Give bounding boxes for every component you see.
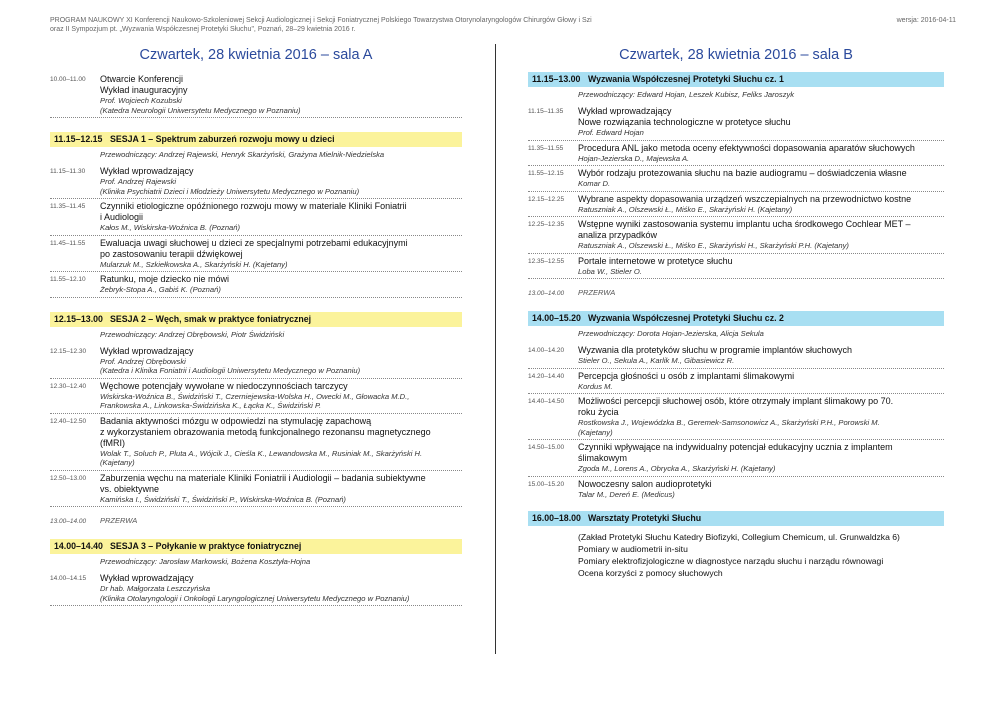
session-chairs: Przewodniczący: Andrzej Rajewski, Henryk Skarżyński, Grażyna Mielnik-Niedzielska	[100, 150, 385, 159]
entry-title: Percepcja głośności u osób z implantami ślimakowymi	[578, 370, 795, 381]
entry-speaker: Prof. Andrzej Obrębowski	[100, 356, 186, 366]
entry-time: 12.15–12.25	[528, 195, 565, 203]
entry-title: z wykorzystaniem obrazowania metodą funkcjonalnego rezonansu magnetycznego	[100, 426, 431, 437]
entry-title: Ratunku, moje dziecko nie mówi	[100, 274, 230, 284]
entry-authors: Ratuszniak A., Olszewski Ł., Miśko E., Skarżyński H. (Kajetany)	[578, 204, 793, 214]
program-entry	[50, 199, 462, 236]
entry-time: 14.00–14.15	[50, 575, 87, 582]
entry-time: 11.45–11.55	[50, 239, 86, 247]
program-entry	[528, 440, 944, 477]
entry-time: 14.20–14.40	[528, 372, 565, 380]
entry-time: 12.40–12.50	[50, 417, 87, 425]
entry-title: po zastosowaniu terapii dźwiękowej	[100, 248, 243, 259]
session-header	[528, 72, 944, 87]
entry-affiliation: (Katedra i Klinika Foniatrii i Audiologii Uniwersytetu Medycznego w Poznaniu)	[100, 366, 361, 375]
session-chairs: Przewodniczący: Jarosław Markowski, Bożena Kosztyła-Hojna	[100, 557, 311, 566]
program-entry	[50, 164, 462, 199]
session-chairs: Przewodniczący: Dorota Hojan-Jezierska, Alicja Sekula	[578, 329, 764, 338]
entry-title: Czynniki wpływające na indywidualny potencjał edukacyjny ucznia z implantem	[578, 442, 893, 452]
entry-time: 11.15–11.35	[528, 108, 564, 115]
entry-authors: Talar M., Dereń E. (Medicus)	[578, 489, 675, 499]
session-header	[528, 311, 944, 326]
header-line-2: oraz II Sympozjum pt. „Wyzwania Współczesnej Protetyki Słuchu", Poznań, 28–29 kwietnia 2016 r.	[50, 26, 356, 33]
entry-title: Wyzwania dla protetyków słuchu w programie implantów słuchowych	[578, 345, 853, 355]
entry-time: 14.00–14.20	[528, 347, 565, 354]
entry-speaker: Prof. Andrzej Rajewski	[100, 177, 177, 186]
entry-title: Wybór rodzaju protezowania słuchu na bazie audiogramu – doświadczenia własne	[578, 168, 907, 178]
session-time: 11.15–12.15	[54, 134, 103, 144]
program-entry	[528, 166, 944, 192]
entry-authors: Mularzuk M., Szkiełkowska A., Skarżyński H. (Kajetany)	[100, 259, 288, 269]
session-time: 11.15–13.00	[532, 74, 581, 84]
workshop-location: (Zakład Protetyki Słuchu Katedry Biofizyki, Collegium Chemicum, ul. Grunwaldzka 6)	[578, 532, 900, 542]
break-row	[528, 279, 944, 297]
program-entry	[50, 272, 462, 298]
entry-title: ślimakowym	[578, 453, 628, 463]
entry-title: Wstępne wyniki zastosowania systemu implantu ucha środkowego Cochlear MET –	[578, 219, 911, 229]
day-title-sala-a: Czwartek, 28 kwietnia 2016 – sala A	[139, 47, 373, 63]
session-header	[528, 511, 944, 526]
entry-affiliation: (Klinika Psychiatrii Dzieci i Młodzieży Uniwersytetu Medycznego w Poznaniu)	[100, 186, 360, 196]
session-title: SESJA 1 – Spektrum zaburzeń rozwoju mowy u dzieci	[110, 134, 335, 144]
entry-affiliation: (Katedra Neurologii Uniwersytetu Medycznego w Poznaniu)	[100, 105, 301, 115]
entry-title: Nowe rozwiązania technologiczne w protetyce słuchu	[578, 117, 791, 127]
entry-authors: Kordus M.	[578, 381, 613, 391]
entry-title: vs. obiektywne	[100, 483, 160, 494]
entry-authors: Kałos M., Wiskirska-Woźnica B. (Poznań)	[100, 223, 241, 232]
entry-speaker: Prof. Wojciech Kozubski	[100, 96, 182, 105]
entry-title: Wykład wprowadzający	[578, 106, 672, 116]
entry-time: 11.35–11.55	[528, 144, 564, 152]
entry-authors: Hojan-Jezierska D., Majewska A.	[578, 153, 690, 163]
entry-title: Czynniki etiologiczne opóźnionego rozwoju mowy w materiale Kliniki Foniatrii	[100, 201, 407, 211]
entry-time: 15.00–15.20	[528, 480, 565, 488]
entry-authors: Ratuszniak A., Olszewski Ł., Miśko E., Skarżyński H., Skarżyński P.H. (Kajetany)	[578, 241, 849, 250]
program-entry	[50, 344, 462, 379]
entry-title: (fMRI)	[100, 437, 125, 448]
entry-authors: Rostkowska J., Wojewódzka B., Geremek-Samsonowicz A., Skarżyński P.H., Porowski M.	[578, 418, 880, 427]
entry-title: Wykład wprowadzający	[100, 573, 194, 583]
entry-authors: Kamińska I., Świdziński T., Świdziński P., Wiskirska-Woźnica B. (Poznań)	[100, 494, 346, 504]
session-title: Wyzwania Współczesnej Protetyki Słuchu cz. 2	[588, 313, 784, 323]
program-entry	[528, 477, 944, 502]
entry-authors: Komar D.	[578, 179, 611, 188]
session-title: SESJA 2 – Węch, smak w praktyce foniatrycznej	[110, 313, 312, 324]
entry-time: 11.55–12.15	[528, 170, 564, 177]
program-entry	[50, 236, 462, 273]
column-sala-b	[528, 44, 944, 579]
entry-title: Wykład wprowadzający	[100, 345, 194, 356]
document-header	[50, 16, 956, 34]
entry-time: 10.00–11.00	[50, 76, 86, 83]
entry-authors: Stieler O., Sekula A., Karlik M., Gibasiewicz R.	[578, 356, 735, 365]
entry-title: Możliwości percepcji słuchowej osób, które otrzymały implant ślimakowy po 70.	[578, 396, 894, 406]
break-row	[50, 507, 462, 525]
program-entry	[528, 343, 944, 369]
break-time: 13.00–14.00	[528, 290, 565, 297]
program-entry	[528, 254, 944, 280]
entry-time: 12.25–12.35	[528, 221, 565, 228]
session-title: Wyzwania Współczesnej Protetyki Słuchu cz. 1	[588, 74, 784, 84]
program-entry	[50, 379, 462, 414]
session-header	[50, 312, 462, 327]
entry-authors: Wiskirska-Woźnica B., Świdziński T., Czerniejewska-Wolska H., Owecki M., Głowacka M.D.,	[100, 391, 410, 401]
program-entry	[50, 414, 462, 471]
entry-authors: Frankowska A., Linkowska-Świdzińska K., Łącka K., Świdziński P.	[100, 401, 322, 410]
entry-speaker: Dr hab. Małgorzata Leszczyńska	[100, 584, 211, 593]
entry-authors: Żebryk-Stopa A., Gabiś K. (Poznań)	[100, 285, 221, 294]
entry-title: Węchowe potencjały wywołane w niedoczynnościach tarczycy	[100, 380, 348, 391]
program-entry	[528, 394, 944, 440]
entry-time: 11.35–11.45	[50, 203, 86, 210]
program-entry	[528, 192, 944, 218]
entry-title: Wybrane aspekty dopasowania urządzeń wszczepialnych na przewodnictwo kostne	[578, 193, 912, 204]
entry-title: Nowoczesny salon audioprotetyki	[578, 478, 712, 489]
entry-time: 11.55–12.10	[50, 276, 86, 283]
column-sala-a	[50, 44, 462, 606]
entry-speaker: Prof. Edward Hojan	[578, 128, 644, 137]
session-chairs: Przewodniczący: Andrzej Obrębowski, Piotr Świdziński	[100, 329, 285, 339]
session-time: 14.00–15.20	[532, 313, 581, 323]
program-entry	[528, 369, 944, 395]
workshop-item: Pomiary elektrofizjologiczne w diagnostyce narządu słuchu i narządu równowagi	[578, 556, 884, 566]
entry-time: 12.50–13.00	[50, 474, 87, 482]
entry-authors: Zgoda M., Lorens A., Obrycka A., Skarżyński H. (Kajetany)	[578, 464, 776, 473]
session-chairs: Przewodniczący: Edward Hojan, Leszek Kubisz, Feliks Jaroszyk	[578, 90, 795, 99]
entry-authors: (Kajetany)	[578, 427, 613, 437]
program-entry	[528, 217, 944, 254]
entry-title: i Audiologii	[100, 212, 144, 222]
entry-title: analiza przypadków	[578, 230, 658, 240]
entry-title: Wykład inauguracyjny	[100, 85, 188, 95]
program-entry	[528, 104, 944, 141]
program-entry	[50, 471, 462, 508]
day-title-sala-b: Czwartek, 28 kwietnia 2016 – sala B	[619, 47, 853, 63]
entry-time: 12.15–12.30	[50, 347, 87, 355]
entry-authors: Loba W., Stieler O.	[578, 266, 642, 276]
entry-authors: Wolak T., Soluch P., Pluta A., Wójcik J., Cieśla K., Lewandowska M., Rusiniak M., Skarżyński H.	[100, 448, 423, 458]
session-time: 12.15–13.00	[54, 313, 103, 324]
version-label: wersja: 2016-04-11	[896, 17, 956, 24]
entry-time: 11.15–11.30	[50, 168, 86, 175]
session-title: SESJA 3 – Połykanie w praktyce foniatrycznej	[110, 541, 302, 551]
entry-title: Procedura ANL jako metoda oceny efektywności dopasowania aparatów słuchowych	[578, 142, 915, 153]
entry-title: Badania aktywności mózgu w odpowiedzi na stymulację zapachową	[100, 415, 372, 426]
entry-title: roku życia	[578, 407, 619, 417]
entry-affiliation: (Klinika Otolaryngologii i Onkologii Laryngologicznej Uniwersytetu Medycznego w Poznaniu)	[100, 593, 410, 603]
entry-title: Ewaluacja uwagi słuchowej u dzieci ze specjalnymi potrzebami edukacyjnymi	[100, 237, 408, 248]
session-header	[50, 132, 462, 147]
session-header	[50, 539, 462, 554]
workshop-item: Ocena korzyści z pomocy słuchowych	[578, 568, 723, 578]
program-entry	[50, 72, 462, 118]
program-entry	[528, 141, 944, 167]
entry-authors: (Kajetany)	[100, 458, 135, 467]
entry-title: Otwarcie Konferencji	[100, 74, 184, 84]
break-label: PRZERWA	[100, 516, 138, 525]
program-entry	[50, 571, 462, 606]
entry-title: Portale internetowe w protetyce słuchu	[578, 255, 733, 266]
entry-title: Zaburzenia węchu na materiale Kliniki Foniatrii i Audiologii – badania subiektywne	[100, 472, 426, 483]
workshop-item: Pomiary w audiometrii in-situ	[578, 544, 688, 554]
column-divider	[495, 44, 496, 654]
entry-time: 14.50–15.00	[528, 444, 565, 451]
break-time: 13.00–14.00	[50, 518, 87, 525]
entry-time: 12.30–12.40	[50, 382, 87, 390]
session-time: 16.00–18.00	[532, 513, 581, 523]
session-title: Warsztaty Protetyki Słuchu	[588, 513, 702, 523]
header-line-1: PROGRAM NAUKOWY XI Konferencji Naukowo-Szkoleniowej Sekcji Audiologicznej i Sekcji Foniatrycznej Polskiego Towarzystwa Otorynolaryngologów Chirurgów Głowy i Szi	[50, 17, 592, 24]
entry-time: 14.40–14.50	[528, 398, 565, 405]
break-label: PRZERWA	[578, 288, 616, 297]
entry-time: 12.35–12.55	[528, 257, 565, 265]
session-time: 14.00–14.40	[54, 541, 103, 551]
entry-title: Wykład wprowadzający	[100, 166, 194, 176]
